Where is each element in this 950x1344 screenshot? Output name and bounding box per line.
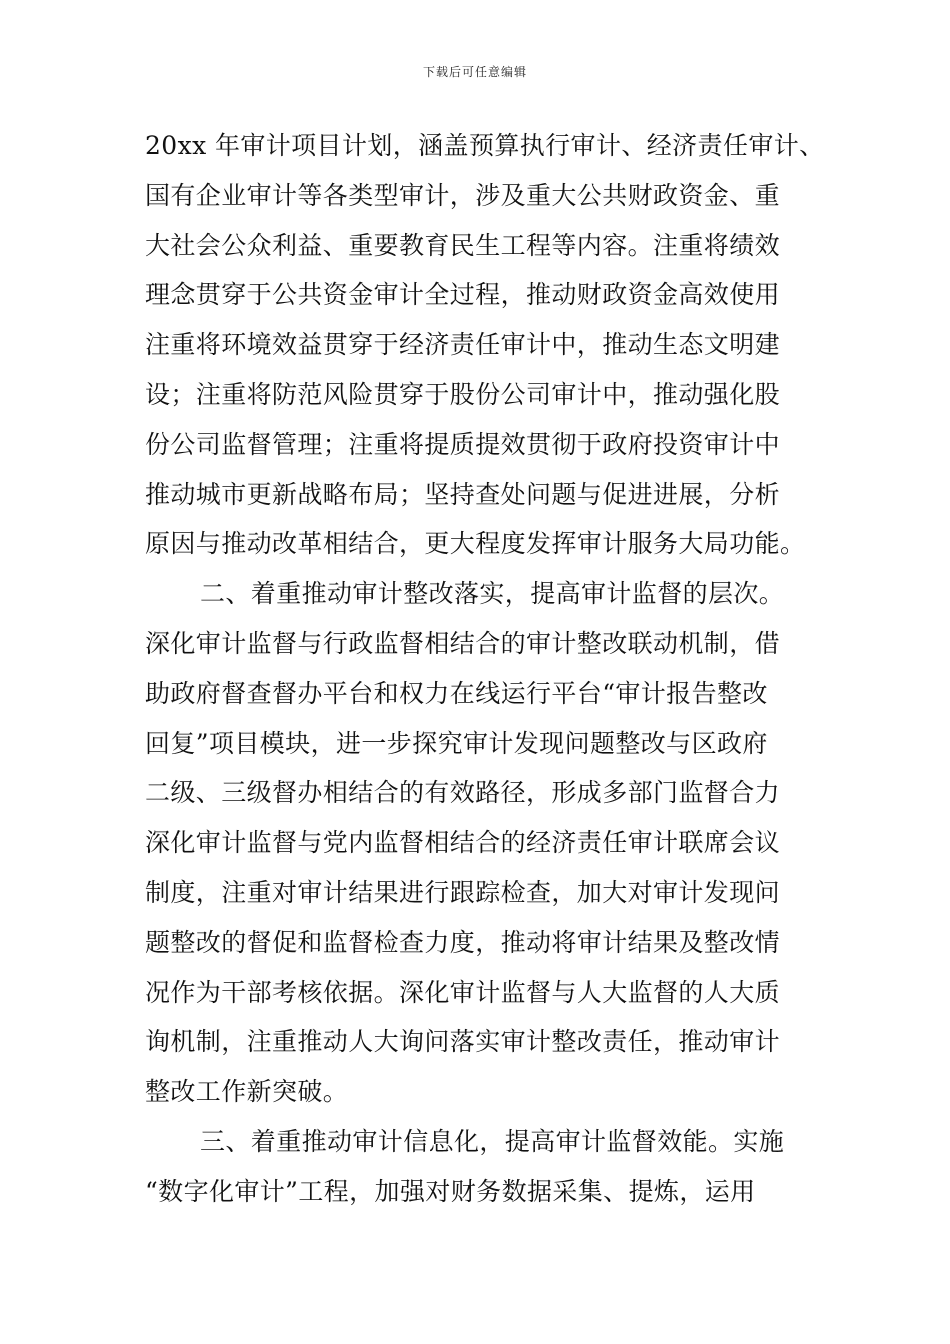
text-line: 推动城市更新战略布局；坚持查处问题与促进进展，分析 [145,479,781,509]
section-heading-line: 二、着重推动审计整改落实，提高审计监督的层次。 [200,579,785,609]
text-line: 题整改的督促和监督检查力度，推动将审计结果及整改情 [145,927,781,957]
text-line: 原因与推动改革相结合，更大程度发挥审计服务大局功能。 [145,529,806,559]
text-line: 制度，注重对审计结果进行跟踪检查，加大对审计发现问 [145,877,781,907]
text-line: 份公司监督管理；注重将提质提效贯彻于政府投资审计中 [145,429,781,459]
text-line: 深化审计监督与党内监督相结合的经济责任审计联席会议 [145,828,781,858]
text-line: 国有企业审计等各类型审计，涉及重大公共财政资金、重 [145,180,781,210]
text-line: 理念贯穿于公共资金审计全过程，推动财政资金高效使用 [145,280,781,310]
text-line: 大社会公众利益、重要教育民生工程等内容。注重将绩效 [145,230,781,260]
text-line: 助政府督查督办平台和权力在线运行平台“审计报告整改 [145,678,768,708]
text-line: 深化审计监督与行政监督相结合的审计整改联动机制，借 [145,628,781,658]
text-line: 整改工作新突破。 [145,1077,349,1107]
text-line: 况作为干部考核依据。深化审计监督与人大监督的人大质 [145,977,781,1007]
text-line: 注重将环境效益贯穿于经济责任审计中，推动生态文明建 [145,330,781,360]
text-line: 回复”项目模块，进一步探究审计发现问题整改与区政府 [145,728,768,758]
text-line: “数字化审计”工程，加强对财务数据采集、提炼，运用 [145,1176,756,1206]
text-line: 询机制，注重推动人大询问落实审计整改责任，推动审计 [145,1027,781,1057]
text-line: 20xx 年审计项目计划，涵盖预算执行审计、经济责任审计、 [145,131,825,160]
document-body [145,121,825,1217]
text-line: 二级、三级督办相结合的有效路径，形成多部门监督合力 [145,778,781,808]
page-header: 下载后可任意编辑 [422,65,527,79]
section-heading-line: 三、着重推动审计信息化，提高审计监督效能。实施 [200,1126,785,1156]
text-line: 设；注重将防范风险贯穿于股份公司审计中，推动强化股 [145,379,781,409]
